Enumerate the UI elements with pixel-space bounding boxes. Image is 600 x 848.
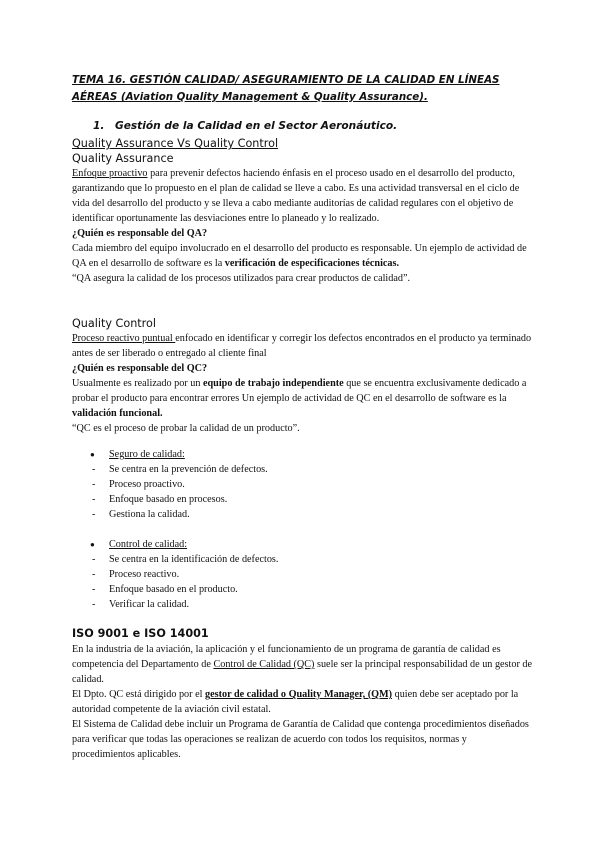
qa-heading: Quality Assurance: [72, 152, 174, 165]
bullet-icon: ●: [90, 450, 95, 459]
list-item-text: Proceso proactivo.: [109, 479, 185, 490]
qa-question: ¿Quién es responsable del QA?: [72, 228, 208, 239]
bullet-icon: ●: [90, 540, 95, 549]
qc-heading: Quality Control: [72, 317, 156, 330]
list-item: [72, 582, 532, 597]
list-item-text: Verificar la calidad.: [109, 599, 190, 610]
dash-icon: -: [92, 464, 96, 475]
qa-intro: [72, 166, 532, 226]
subheading: Quality Assurance Vs Quality Control: [72, 137, 279, 150]
list-item: [72, 492, 532, 507]
qa-answer: [72, 241, 532, 271]
list-title: Control de calidad:: [109, 539, 188, 550]
iso-p1-text: En la industria de la aviación, la aplicación y el funcionamiento de un programa de garantía de calidad es competencia del Departamento de: [72, 644, 501, 670]
list-item: [72, 552, 532, 567]
list-item: [72, 507, 532, 522]
dash-icon: -: [92, 554, 96, 565]
iso-paragraph-3: El Sistema de Calidad debe incluir un Programa de Garantía de Calidad que contenga procedimientos diseñados para verificar que todas las operaciones se realizan de acuerdo con todos los requisitos, normas y procedimientos aplicables.: [72, 719, 529, 760]
list-title: Seguro de calidad:: [109, 449, 185, 460]
dash-icon: -: [92, 569, 96, 580]
quality-manager-term: gestor de calidad o Quality Manager, (QM): [205, 689, 393, 700]
qc-answer-bold2: validación funcional.: [72, 408, 163, 419]
list-item-text: Enfoque basado en procesos.: [109, 494, 228, 505]
list-item-text: Se centra en la identificación de defectos.: [109, 554, 279, 565]
qc-intro-underlined: Proceso reactivo puntual: [72, 333, 176, 344]
list-item-text: Proceso reactivo.: [109, 569, 180, 580]
document-title: TEMA 16. GESTIÓN CALIDAD/ ASEGURAMIENTO DE LA CALIDAD EN LÍNEAS AÉREAS (Aviation Quality Management & Quality Assurance).: [72, 74, 500, 103]
dash-icon: -: [92, 494, 96, 505]
qc-answer-mid: que se encuentra exclusivamente dedicado a probar el producto para encontrar errores Un ejemplo de actividad de QC en el desarrollo de software es la: [72, 378, 527, 404]
qc-question: ¿Quién es responsable del QC?: [72, 363, 208, 374]
qa-intro-rest: para prevenir defectos haciendo énfasis en el proceso usado en el desarrollo del producto, garantizando que lo propuesto en el plan de calidad se lleve a cabo. Es una actividad transversal en el ciclo de vida del desarrollo del producto y se lleva a cabo mediante auditorías de calidad regulares con el objetivo de identificar oportunamente las desviaciones entre lo planeado y lo realizado.: [72, 168, 520, 224]
qa-section: [72, 166, 532, 286]
list-item-text: Gestiona la calidad.: [109, 509, 190, 520]
dash-icon: -: [92, 599, 96, 610]
iso-section: [72, 642, 532, 762]
list-seguro: [72, 447, 532, 522]
list-item-text: Enfoque basado en el producto.: [109, 584, 238, 595]
list-item: [72, 567, 532, 582]
qa-intro-underlined: Enfoque proactivo: [72, 168, 148, 179]
dash-icon: -: [92, 479, 96, 490]
qc-answer-text: Usualmente es realizado por un: [72, 378, 203, 389]
list-control: [72, 537, 532, 612]
list-item-text: Se centra en la prevención de defectos.: [109, 464, 268, 475]
qc-section: [72, 331, 532, 436]
qc-intro: [72, 331, 532, 361]
iso-paragraph-1: [72, 642, 532, 687]
iso-paragraph-2: [72, 687, 532, 717]
qa-answer-bold: verificación de especificaciones técnicas.: [224, 258, 400, 269]
qc-answer-bold: equipo de trabajo independiente: [202, 378, 344, 389]
qa-answer-text: Cada miembro del equipo involucrado en el desarrollo del producto es responsable. Un ejemplo de actividad de QA en el desarrollo de software es la: [72, 243, 527, 269]
section-label: Gestión de la Calidad en el Sector Aeronáutico.: [115, 120, 398, 132]
qc-intro-rest: enfocado en identificar y corregir los defectos encontrados en el producto ya terminado antes de ser liberado o entregado al cliente final: [72, 333, 532, 359]
list-item: [72, 537, 532, 552]
list-item: [72, 447, 532, 462]
iso-p2-text: El Dpto. QC está dirigido por el: [72, 689, 205, 700]
dash-icon: -: [92, 584, 96, 595]
list-item: [72, 462, 532, 477]
section-heading: [93, 120, 397, 132]
dash-icon: -: [92, 509, 96, 520]
section-number: 1.: [93, 120, 105, 132]
iso-p1-end: suele ser la principal responsabilidad de un gestor de calidad.: [72, 659, 533, 685]
list-item: [72, 597, 532, 612]
qc-department-link: Control de Calidad (QC): [213, 659, 315, 670]
iso-p2-end: quien debe ser aceptado por la autoridad competente de la aviación civil estatal.: [72, 689, 519, 715]
qc-answer: [72, 376, 532, 421]
qc-quote: “QC es el proceso de probar la calidad de un producto”.: [72, 423, 300, 434]
qa-quote: “QA asegura la calidad de los procesos utilizados para crear productos de calidad”.: [72, 273, 411, 284]
list-item: [72, 477, 532, 492]
iso-heading: ISO 9001 e ISO 14001: [72, 627, 209, 640]
